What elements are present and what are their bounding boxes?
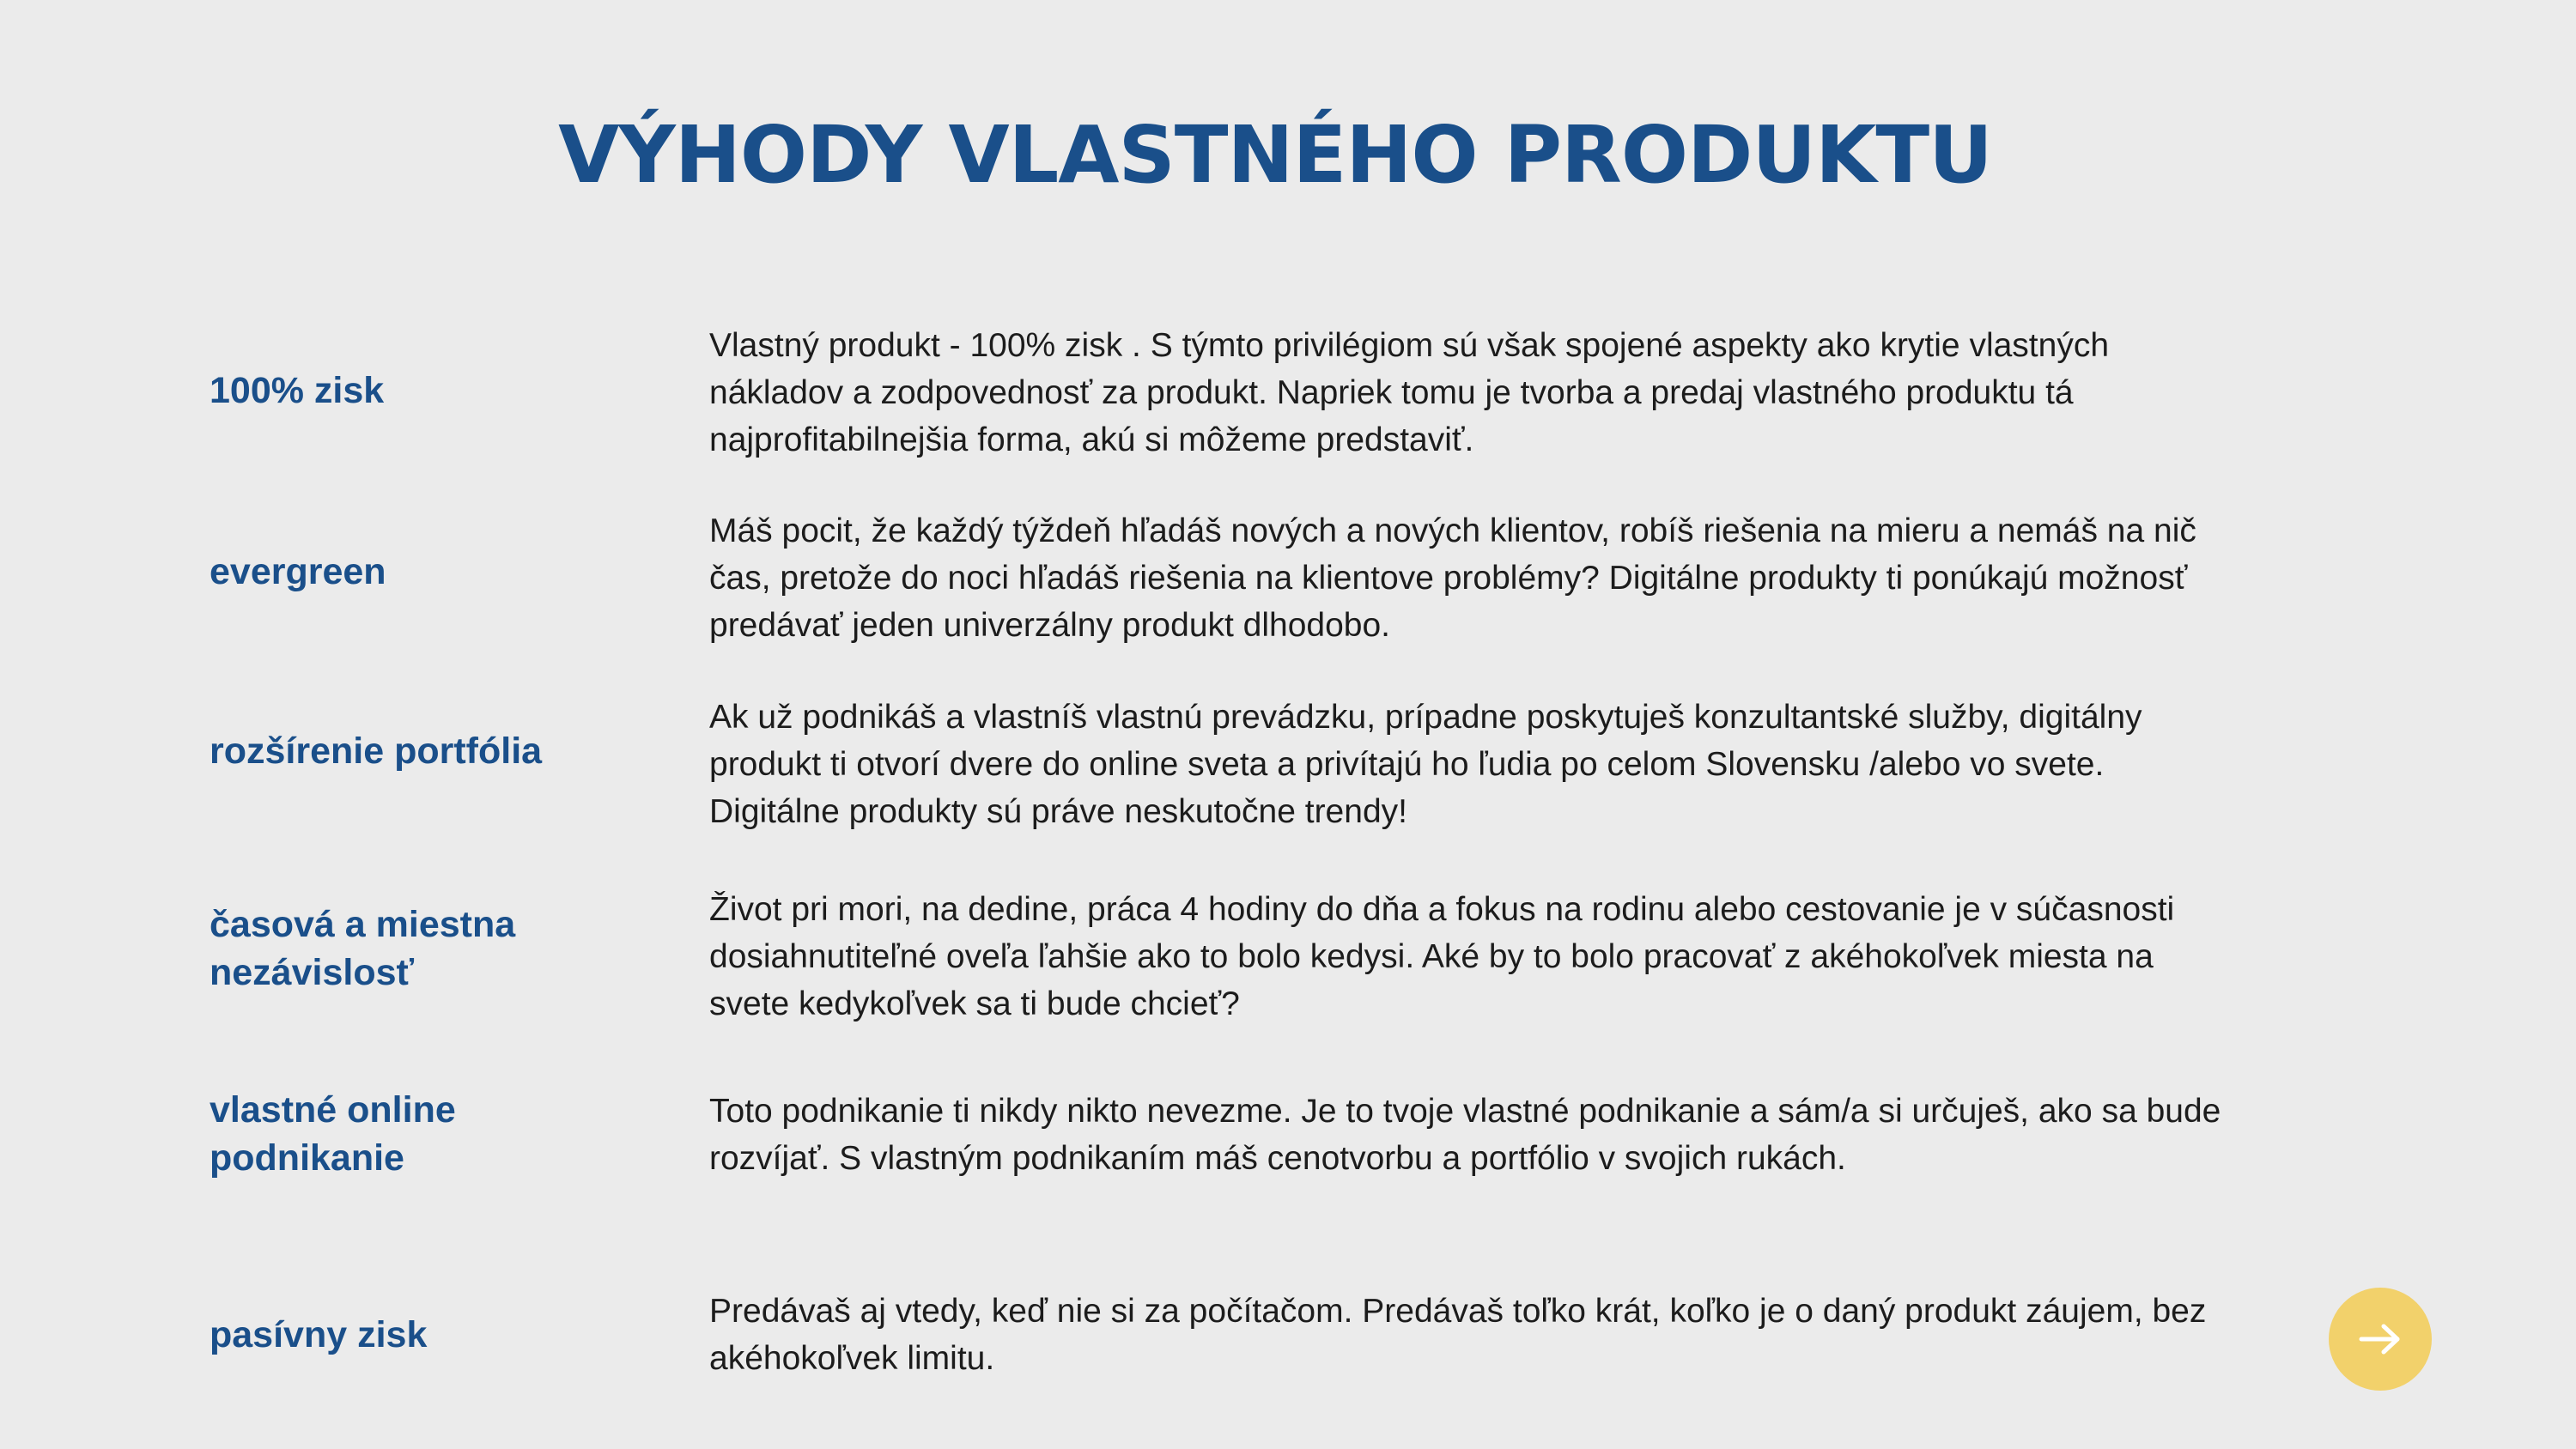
arrow-right-icon [2358,1322,2403,1356]
benefit-title: vlastné online podnikanie [210,1089,456,1179]
benefit-title: časová a miestna nezávislosť [210,904,516,993]
benefit-title: rozšírenie portfólia [210,731,543,772]
benefit-description: Toto podnikanie ti nikdy nikto nevezme. Je to tvoje vlastné podnikanie a sám/a si určuješ, ako sa bude rozvíjať. S vlastným podnikaním máš cenotvorbu a portfólio v svojich rukách. [709,1093,2221,1177]
benefit-description: Máš pocit, že každý týždeň hľadáš nových a nových klientov, robíš riešenia na mieru a nemáš na nič čas, pretože do noci hľadáš riešenia na klientove problémy? Digitálne produkty ti ponúkajú možnosť predávať jeden univerzálny produkt dlhodobo. [709,512,2196,644]
next-slide-button[interactable] [2329,1288,2432,1391]
benefit-description: Život pri mori, na dedine, práca 4 hodiny do dňa a fokus na rodinu alebo cestovanie je v súčasnosti dosiahnutiteľné oveľa ľahšie ako to bolo kedysi. Aké by to bolo pracovať z akéhokoľvek miesta na svete kedykoľvek sa ti bude chcieť? [709,891,2175,1022]
benefit-title: 100% zisk [210,370,385,411]
benefit-title: pasívny zisk [210,1314,428,1355]
page-title: VÝHODY VLASTNÉHO PRODUKTU [558,109,1992,201]
benefit-description: Ak už podnikáš a vlastníš vlastnú prevádzku, prípadne poskytuješ konzultantské služby, digitálny produkt ti otvorí dvere do online sveta a privítajú ho ľudia po celom Slovensku /alebo vo svete. Digitálne produkty sú práve neskutočne trendy! [709,699,2142,830]
benefit-description: Predávaš aj vtedy, keď nie si za počítačom. Predávaš toľko krát, koľko je o daný produkt záujem, bez akéhokoľvek limitu. [709,1293,2207,1377]
benefit-title: evergreen [210,551,386,592]
benefit-description: Vlastný produkt - 100% zisk . S týmto privilégiom sú však spojené aspekty ako krytie vlastných nákladov a zodpovednosť za produkt. Napriek tomu je tvorba a predaj vlastného produktu tá najprofitabilnejšia forma, akú si môžeme predstaviť. [709,327,2110,458]
